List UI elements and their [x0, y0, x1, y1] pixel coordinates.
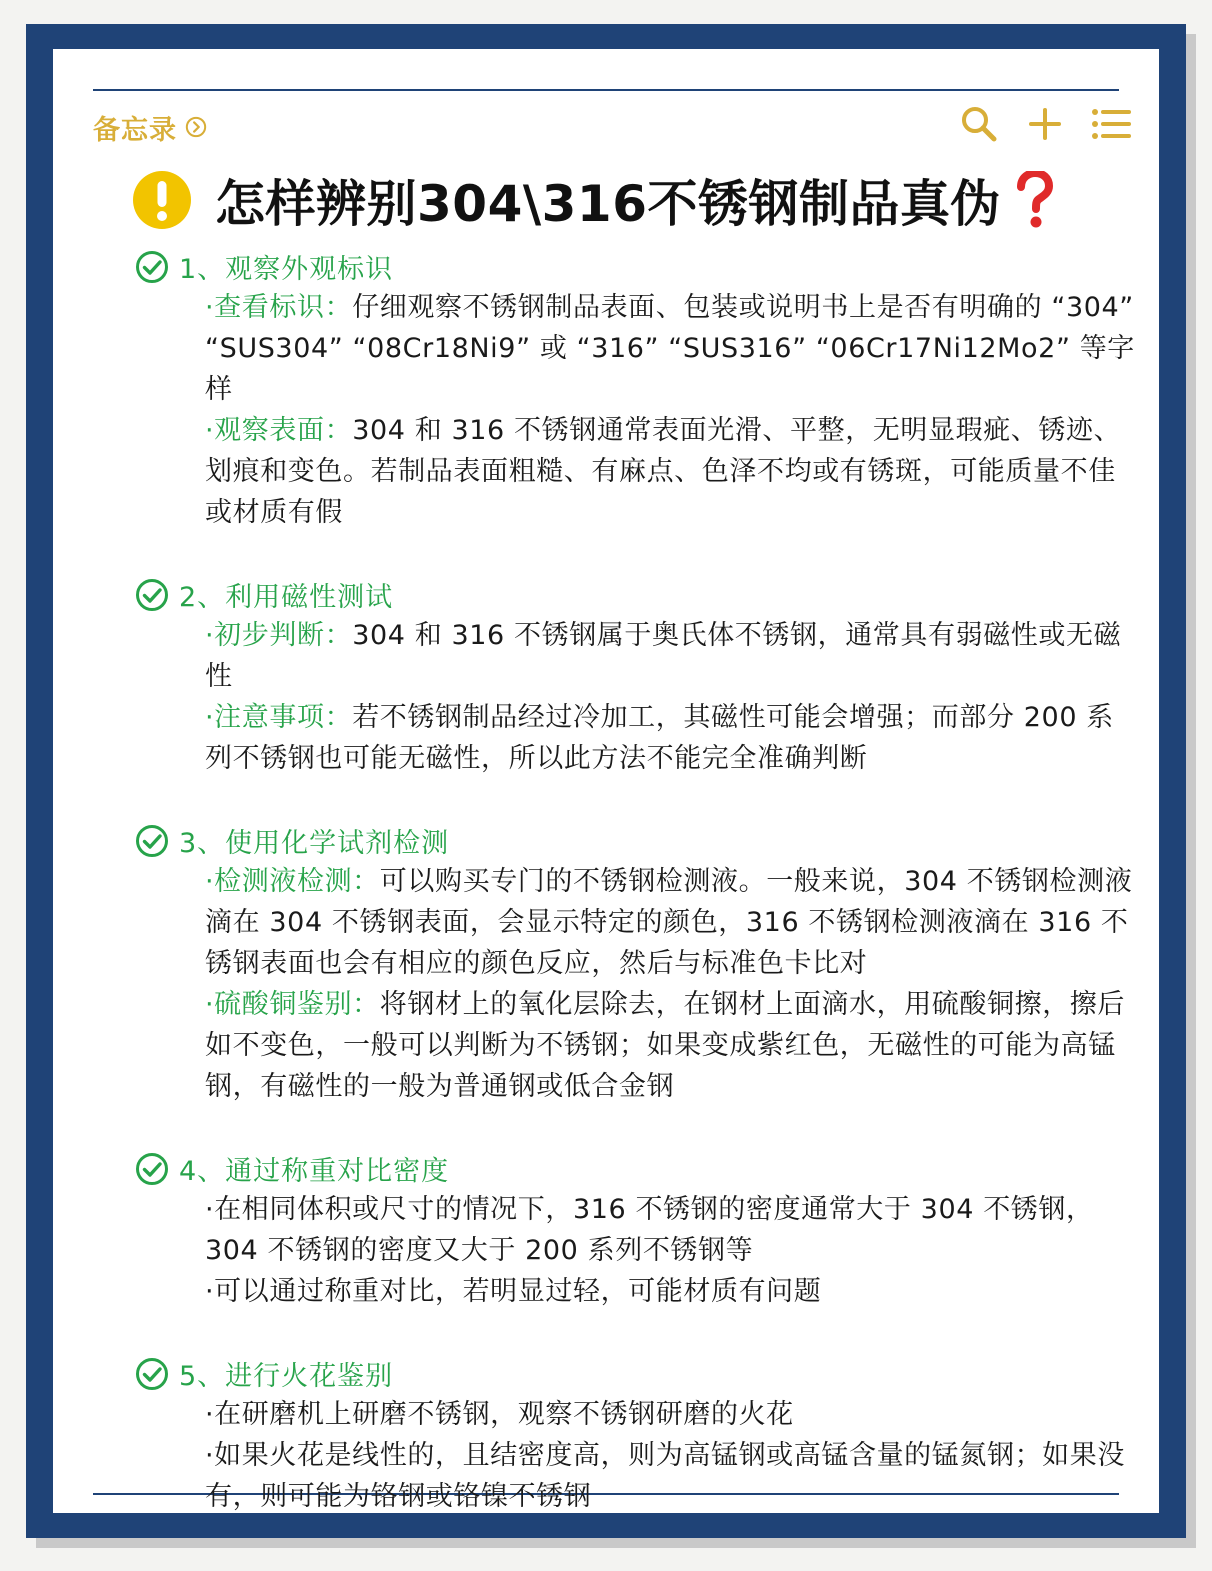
section-item — [205, 1189, 1135, 1271]
item-text: 304 和 316 不锈钢通常表面光滑、平整，无明显瑕疵、锈迹、划痕和变色。若制品表面粗糙、有麻点、色泽不均或有锈斑，可能质量不佳或材质有假 — [205, 415, 1122, 528]
add-button[interactable] — [1025, 104, 1065, 144]
memo-header — [93, 107, 207, 147]
section-item — [205, 697, 1135, 779]
item-text: ·可以通过称重对比，若明显过轻，可能材质有问题 — [205, 1276, 822, 1307]
memo-section — [135, 574, 1135, 779]
item-text: ·如果火花是线性的，且结密度高，则为高锰钢或高锰含量的锰氮钢；如果没有，则可能为铬钢或铬镍不锈钢 — [205, 1440, 1125, 1512]
memo-content — [135, 246, 1135, 1513]
section-item — [205, 287, 1135, 410]
section-header — [135, 1353, 1135, 1394]
item-label: ·硫酸铜鉴别： — [205, 989, 380, 1020]
memo-section — [135, 246, 1135, 533]
section-item — [205, 615, 1135, 697]
chevron-right-icon[interactable] — [185, 116, 207, 138]
section-item — [205, 1394, 1135, 1435]
check-circle-icon — [135, 1357, 169, 1391]
section-title: 3、使用化学试剂检测 — [179, 828, 450, 859]
search-button[interactable] — [959, 104, 999, 144]
question-mark-icon — [1015, 171, 1055, 229]
app-title[interactable]: 备忘录 — [93, 114, 177, 146]
item-text: 若不锈钢制品经过冷加工，其磁性可能会增强；而部分 200 系列不锈钢也可能无磁性，所以此方法不能完全准确判断 — [205, 702, 1114, 774]
exclamation-icon — [133, 171, 191, 229]
check-circle-icon — [135, 1152, 169, 1186]
section-item — [205, 984, 1135, 1107]
section-title: 1、观察外观标识 — [179, 254, 394, 285]
section-item — [205, 1435, 1135, 1513]
add-icon — [1028, 107, 1062, 141]
check-circle-icon — [135, 578, 169, 612]
item-label: ·注意事项： — [205, 702, 353, 733]
check-circle-icon — [135, 824, 169, 858]
section-title: 4、通过称重对比密度 — [179, 1156, 450, 1187]
memo-frame — [26, 24, 1186, 1538]
check-circle-icon — [135, 250, 169, 284]
item-label: ·查看标识： — [205, 292, 353, 323]
item-text: 304 和 316 不锈钢属于奥氏体不锈钢，通常具有弱磁性或无磁性 — [205, 620, 1122, 692]
item-text: ·在相同体积或尺寸的情况下，316 不锈钢的密度通常大于 304 不锈钢，304 不锈钢的密度又大于 200 系列不锈钢等 — [205, 1194, 1094, 1266]
section-title: 2、利用磁性测试 — [179, 582, 394, 613]
item-text: 可以购买专门的不锈钢检测液。一般来说，304 不锈钢检测液滴在 304 不锈钢表面，会显示特定的颜色，316 不锈钢检测液滴在 316 不锈钢表面也会有相应的颜色反应，然后与标准色卡比对 — [205, 866, 1133, 979]
top-divider — [93, 89, 1119, 91]
memo-paper — [53, 49, 1159, 1513]
page-title — [215, 164, 1001, 236]
section-header — [135, 246, 1135, 287]
section-header — [135, 820, 1135, 861]
item-label: ·观察表面： — [205, 415, 353, 446]
search-icon — [960, 105, 998, 143]
item-text: 将钢材上的氧化层除去，在钢材上面滴水，用硫酸铜擦，擦后如不变色，一般可以判断为不锈钢；如果变成紫红色，无磁性的可能为高锰钢，有磁性的一般为普通钢或低合金钢 — [205, 989, 1125, 1102]
title-row — [133, 164, 1055, 236]
memo-section — [135, 1353, 1135, 1513]
memo-section — [135, 1148, 1135, 1312]
toolbar — [959, 104, 1131, 144]
item-label: ·初步判断： — [205, 620, 353, 651]
section-item — [205, 861, 1135, 984]
item-label: ·检测液检测： — [205, 866, 380, 897]
memo-section — [135, 820, 1135, 1107]
section-header — [135, 574, 1135, 615]
item-text: 仔细观察不锈钢制品表面、包装或说明书上是否有明确的 “304” “SUS304” “08Cr18Ni9” 或 “316” “SUS316” “06Cr17Ni12Mo2” 等字样 — [205, 292, 1135, 405]
list-icon — [1091, 108, 1131, 140]
page-title-text: 怎样辨别304\316不锈钢制品真伪 — [215, 175, 1002, 233]
section-header — [135, 1148, 1135, 1189]
list-button[interactable] — [1091, 104, 1131, 144]
item-text: ·在研磨机上研磨不锈钢，观察不锈钢研磨的火花 — [205, 1399, 794, 1430]
section-item — [205, 410, 1135, 533]
section-item — [205, 1271, 1135, 1312]
section-title: 5、进行火花鉴别 — [179, 1361, 394, 1392]
